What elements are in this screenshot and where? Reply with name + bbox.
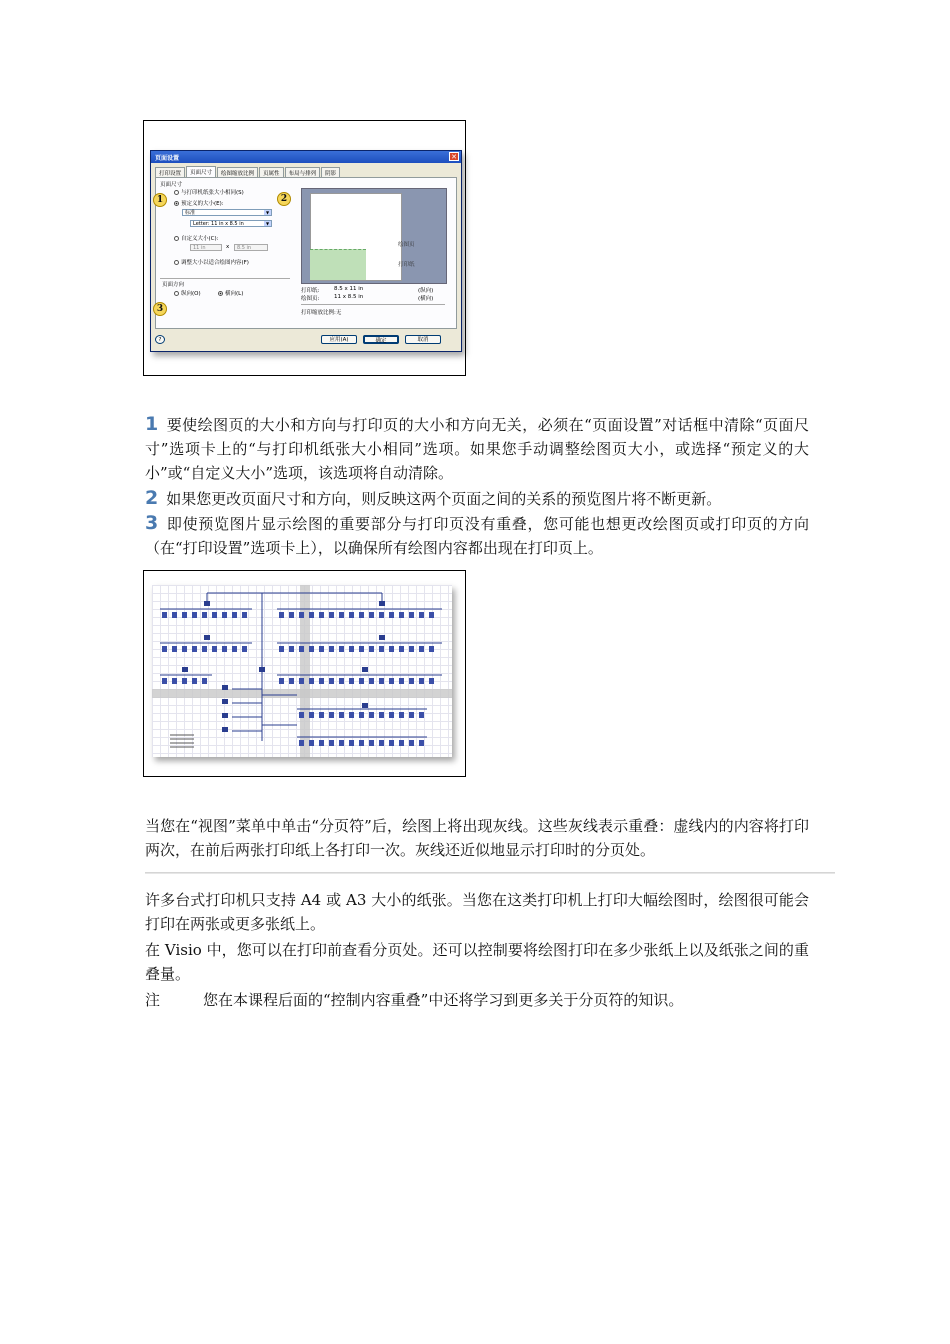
org-chart-leaf [389,646,394,652]
org-chart-leaf [379,740,384,746]
org-chart-leaf [299,646,304,652]
org-chart-leaf [232,612,237,618]
page-setup-figure [143,120,466,376]
predefined-size-select[interactable] [190,220,272,227]
org-chart-leaf [309,646,314,652]
org-chart-leaf [419,612,424,618]
org-chart-leaf [379,712,384,718]
org-chart-leaf [289,646,294,652]
org-chart-leaf [212,646,217,652]
org-chart-leaf [329,740,334,746]
org-chart-leaf [319,678,324,684]
org-chart-leaf [379,646,384,652]
zoom-label: 打印缩放比例:无 [301,310,342,316]
org-chart-leaf [339,712,344,718]
org-chart-leaf [359,646,364,652]
org-chart-leaf [309,612,314,618]
page-preview [301,188,447,284]
org-chart-leaf [369,678,374,684]
same-as-printer-label: 与打印机纸张大小相同(S) [181,190,244,196]
dialog-title: 页面设置 [155,155,180,162]
list-text: 即使预览图片显示绘图的重要部分与打印页没有重叠，您可能也想更改绘图页或打印页的方向（在“打印设置”选项卡上），以确保所有绘图内容都出现在打印页上。 [145,515,809,557]
legend-lines [170,735,194,747]
org-chart-leaf [289,612,294,618]
org-chart-leaf [369,712,374,718]
tab-page-size[interactable]: 页面尺寸 [186,166,216,177]
ok-button[interactable]: 确定 [363,335,399,344]
custom-width-input[interactable]: 11 in [190,244,222,251]
note-text: 您在本课程后面的“控制内容重叠”中还将学习到更多关于分页符的知识。 [203,991,684,1009]
org-chart-leaf [409,678,414,684]
predefined-size-label: 预定义的大小(E): [181,201,224,207]
org-chart-leaf [289,678,294,684]
org-chart-leaf [222,646,227,652]
org-chart-leaf [232,646,237,652]
org-chart-leaf [309,740,314,746]
tab-layout-routing[interactable]: 布局与排列 [285,167,321,178]
org-chart-leaf [429,646,434,652]
callout-1: 1 [153,193,167,207]
org-chart-nodes [182,601,385,732]
org-chart-leaf [369,612,374,618]
visio-paragraph: 在 Visio 中，您可以在打印前查看分页处。还可以控制要将绘图打印在多少张纸上以及纸张之间的重叠量。 [145,941,809,983]
note-label: 注 [145,991,161,1009]
apply-button[interactable]: 应用(A) [321,335,357,344]
org-chart-leaf [399,740,404,746]
org-chart-leaf [349,646,354,652]
org-chart-leaf [309,712,314,718]
info-drawing-orient: (横向) [418,296,434,302]
info-paper-label: 打印纸: [301,288,320,294]
org-chart-leaf [192,678,197,684]
org-chart-leaf [319,740,324,746]
org-chart-leaf [409,740,414,746]
org-chart-leaf [389,678,394,684]
orientation-group-label: 页面方向 [162,282,185,288]
org-chart-leaf [339,646,344,652]
org-chart-leaf [349,712,354,718]
page-break-horizontal [152,689,452,698]
org-chart-leaf [319,612,324,618]
list-item-3 [145,511,809,560]
org-chart-leaf [359,678,364,684]
note [145,988,809,1012]
org-chart-leaf [299,712,304,718]
printer-paper-preview [310,249,366,280]
org-chart-leaf [339,678,344,684]
same-as-printer-option[interactable] [174,188,244,196]
printers-paragraph: 许多台式打印机只支持 A4 或 A3 大小的纸张。当您在这类打印机上打印大幅绘图时，绘图很可能会打印在两张或更多张纸上。 [145,891,809,933]
org-chart-leaf [369,646,374,652]
org-chart-leaf [329,678,334,684]
horizontal-rule [145,872,835,874]
radio-icon[interactable] [174,291,179,296]
org-chart-leaf [419,678,424,684]
org-chart-leaf [309,678,314,684]
org-chart-leaf [429,678,434,684]
help-button[interactable]: ? [155,335,165,344]
org-chart-leaf [349,740,354,746]
org-chart-leaf [162,646,167,652]
predefined-size-option[interactable] [174,199,224,207]
org-chart-leaf [162,612,167,618]
predefined-category-select[interactable] [182,209,272,216]
org-chart-leaf [212,612,217,618]
org-chart-leaf [242,646,247,652]
org-chart-leaf [369,740,374,746]
org-chart-drawing [152,585,452,757]
custom-size-option[interactable] [174,234,219,242]
org-chart-leaf [202,612,207,618]
org-chart-leaf [409,612,414,618]
org-chart-leaf [409,646,414,652]
org-chart-leaf [339,612,344,618]
list-number: 2 [145,487,159,509]
tab-shadows[interactable]: 阴影 [321,167,340,178]
page-size-group-label: 页面尺寸 [160,182,183,188]
radio-icon[interactable] [174,190,179,195]
org-chart-leaf [202,678,207,684]
portrait-label: 纵向(O) [181,291,201,297]
org-chart-leaf [299,612,304,618]
radio-selected-icon[interactable] [218,291,223,296]
dialog-titlebar [151,151,461,163]
org-chart-leaf [419,740,424,746]
org-chart-leaf [399,612,404,618]
radio-icon[interactable] [174,260,179,265]
org-chart-leaf [329,612,334,618]
org-chart-leaf [419,646,424,652]
org-chart-leaf [419,712,424,718]
org-chart-leaf [329,712,334,718]
org-chart-leaf [359,740,364,746]
predefined-category-value: 标准 [185,210,196,216]
org-chart-leaf [379,612,384,618]
org-chart-leaf [319,646,324,652]
info-paper-orient: (纵向) [418,288,434,294]
org-chart-leaf [349,678,354,684]
page-size-panel [155,177,457,329]
close-icon[interactable]: ✕ [449,152,459,161]
org-chart-leaf [349,612,354,618]
org-chart-leaf [172,612,177,618]
org-chart-leaf [172,678,177,684]
org-chart-leaf [279,612,284,618]
org-chart-leaf [279,678,284,684]
org-chart-leaf [222,612,227,618]
list-item-2 [145,486,809,511]
org-chart-leaf [192,612,197,618]
org-chart-leaf [339,740,344,746]
fit-to-contents-label: 调整大小以适合绘图内容(F) [181,260,249,266]
org-chart-leaf [242,612,247,618]
org-chart-leaf [329,646,334,652]
page-setup-dialog [150,150,462,352]
list-text: 如果您更改页面尺寸和方向，则反映这两个页面之间的关系的预览图片将不断更新。 [166,490,722,508]
org-chart-leaf [319,712,324,718]
preview-label-drawing: 绘图页 [398,242,415,248]
divider [301,304,445,305]
org-chart-leaf [172,646,177,652]
info-paper-value: 8.5 x 11 in [334,286,364,292]
org-chart-leaf [399,712,404,718]
org-chart-leaf [279,646,284,652]
org-chart-leaf [182,612,187,618]
list-item-1 [145,412,809,485]
page-break-vertical [300,585,310,757]
list-text: 要使绘图页的大小和方向与打印页的大小和方向无关，必须在“页面设置”对话框中清除“页面尺寸”选项卡上的“与打印机纸张大小相同”选项。如果您手动调整绘图页大小，或选择“预定义的大小”或“自定义大小”选项，该选项将自动清除。 [145,416,809,482]
custom-height-input[interactable]: 8.5 in [234,244,268,251]
page-break-figure [143,570,466,777]
org-chart-leaf [379,678,384,684]
tab-print-setup[interactable]: 打印设置 [155,167,185,178]
info-drawing-value: 11 x 8.5 in [334,294,364,300]
org-chart-leaf [299,740,304,746]
org-chart-svg [152,585,452,757]
dropdown-arrow-icon[interactable]: ▼ [265,221,270,226]
tab-drawing-scale[interactable]: 绘图缩放比例 [217,167,258,178]
org-chart-leaf [399,646,404,652]
org-chart-leaf [192,646,197,652]
portrait-option[interactable] [174,289,201,297]
fit-to-contents-option[interactable] [174,258,249,266]
dropdown-arrow-icon[interactable]: ▼ [265,210,270,215]
org-chart-leaf [389,712,394,718]
cancel-button[interactable]: 取消 [405,335,441,344]
callout-3: 3 [153,302,167,316]
callout-2: 2 [277,192,291,206]
predefined-size-value: Letter: 11 in x 8.5 in [193,221,244,227]
list-number: 3 [145,512,159,534]
org-chart-leaf [429,612,434,618]
org-chart-leaf [359,612,364,618]
info-drawing-label: 绘图页: [301,296,320,302]
radio-selected-icon[interactable] [174,201,179,206]
divider [160,278,290,279]
org-chart-leaf [389,612,394,618]
org-chart-leaf [182,678,187,684]
list-number: 1 [145,413,159,435]
org-chart-leaf [202,646,207,652]
radio-icon[interactable] [174,236,179,241]
landscape-option[interactable] [218,289,243,297]
org-chart-leaf [182,646,187,652]
org-chart-leaf [389,740,394,746]
org-chart-leaf [409,712,414,718]
tab-page-properties[interactable]: 页属性 [259,167,284,178]
custom-size-separator: x [226,244,230,250]
preview-label-paper: 打印纸 [398,262,415,268]
landscape-label: 横向(L) [225,291,244,297]
custom-size-label: 自定义大小(C): [181,236,219,242]
org-chart-leaf [299,678,304,684]
org-chart-leaf [399,678,404,684]
org-chart-leaf [162,678,167,684]
page-break-paragraph: 当您在“视图”菜单中单击“分页符”后，绘图上将出现灰线。这些灰线表示重叠：虚线内的内容将打印两次，在前后两张打印纸上各打印一次。灰线还近似地显示打印时的分页处。 [145,817,809,859]
org-chart-leaf [359,712,364,718]
